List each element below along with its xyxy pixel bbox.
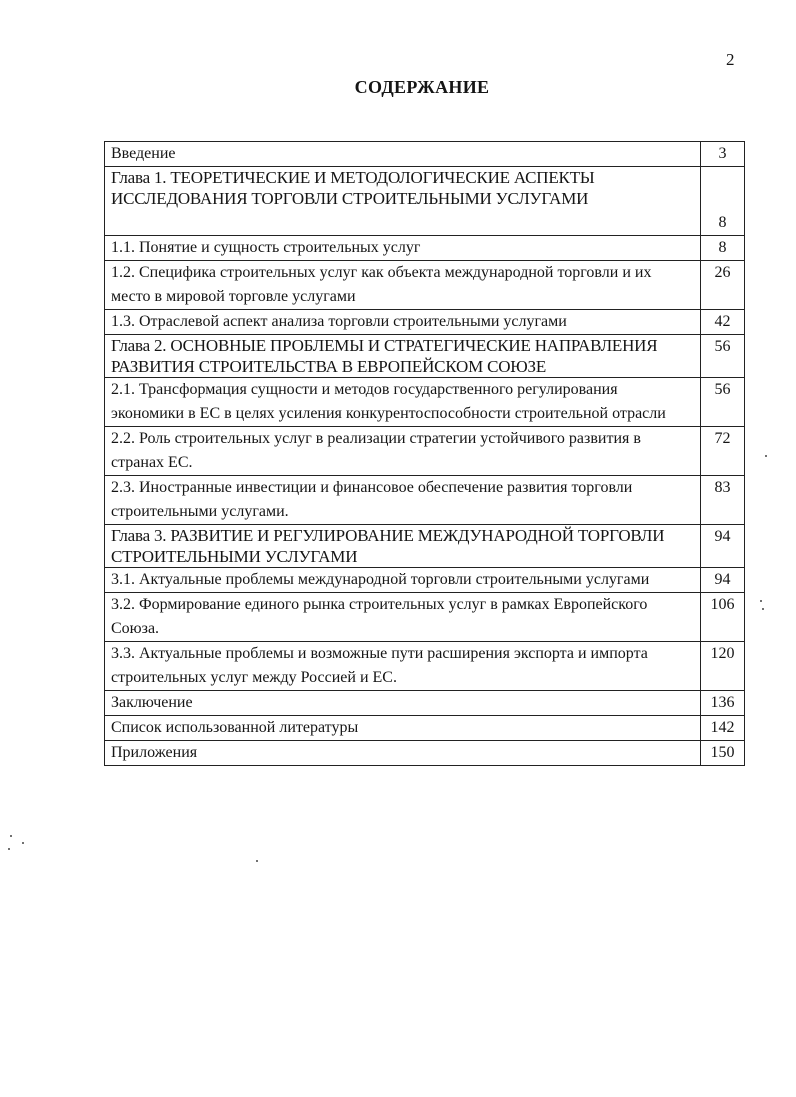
toc-entry-page: 120 [701, 642, 745, 691]
scan-speck [10, 835, 12, 837]
toc-entry-title: 3.3. Актуальные проблемы и возможные пути расширения экспорта и импорта строительных услуг между Россией и ЕС. [105, 642, 701, 691]
scan-speck [8, 848, 10, 850]
toc-entry-page: 3 [701, 142, 745, 167]
scan-speck [762, 608, 764, 610]
toc-row-2-1 [105, 378, 745, 427]
toc-row-chapter-3 [105, 525, 745, 568]
toc-entry-page: 136 [701, 691, 745, 716]
toc-entry-title: Глава 3. РАЗВИТИЕ И РЕГУЛИРОВАНИЕ МЕЖДУНАРОДНОЙ ТОРГОВЛИ СТРОИТЕЛЬНЫМИ УСЛУГАМИ [105, 525, 701, 568]
toc-entry-page: 56 [701, 335, 745, 378]
toc-row-3-1 [105, 568, 745, 593]
toc-row-2-2 [105, 427, 745, 476]
toc-entry-title: 1.3. Отраслевой аспект анализа торговли строительными услугами [105, 310, 701, 335]
toc-entry-page: 8 [701, 167, 745, 236]
toc-row-1-3 [105, 310, 745, 335]
toc-row-chapter-2 [105, 335, 745, 378]
toc-entry-page: 72 [701, 427, 745, 476]
scan-speck [22, 842, 24, 844]
toc-entry-page: 8 [701, 236, 745, 261]
toc-entry-title: Глава 1. ТЕОРЕТИЧЕСКИЕ И МЕТОДОЛОГИЧЕСКИЕ АСПЕКТЫ ИССЛЕДОВАНИЯ ТОРГОВЛИ СТРОИТЕЛЬНЫМИ УСЛУГАМИ [105, 167, 701, 236]
toc-entry-page: 150 [701, 741, 745, 766]
toc-entry-page: 56 [701, 378, 745, 427]
table-of-contents [104, 141, 745, 766]
toc-entry-page: 26 [701, 261, 745, 310]
toc-row-3-3 [105, 642, 745, 691]
toc-row-chapter-1 [105, 167, 745, 236]
toc-row-introduction [105, 142, 745, 167]
toc-entry-title: 2.1. Трансформация сущности и методов государственного регулирования экономики в ЕС в целях усиления конкурентоспособности строительной отрасли [105, 378, 701, 427]
scan-speck [765, 455, 767, 457]
toc-row-1-1 [105, 236, 745, 261]
toc-row-2-3 [105, 476, 745, 525]
scan-speck [256, 860, 258, 862]
toc-entry-page: 83 [701, 476, 745, 525]
toc-entry-page: 94 [701, 525, 745, 568]
toc-entry-title: 3.2. Формирование единого рынка строительных услуг в рамках Европейского Союза. [105, 593, 701, 642]
toc-entry-page: 142 [701, 716, 745, 741]
toc-entry-page: 106 [701, 593, 745, 642]
toc-row-bibliography [105, 716, 745, 741]
toc-entry-title: Приложения [105, 741, 701, 766]
toc-entry-page: 42 [701, 310, 745, 335]
toc-entry-title: 1.2. Специфика строительных услуг как объекта международной торговли и их место в мировой торговле услугами [105, 261, 701, 310]
toc-entry-title: Заключение [105, 691, 701, 716]
toc-entry-title: Глава 2. ОСНОВНЫЕ ПРОБЛЕМЫ И СТРАТЕГИЧЕСКИЕ НАПРАВЛЕНИЯ РАЗВИТИЯ СТРОИТЕЛЬСТВА В ЕВРОПЕЙСКОМ СОЮЗЕ [105, 335, 701, 378]
page-title: СОДЕРЖАНИЕ [354, 77, 490, 97]
toc-entry-title: 2.2. Роль строительных услуг в реализации стратегии устойчивого развития в странах ЕС. [105, 427, 701, 476]
toc-row-1-2 [105, 261, 745, 310]
toc-row-appendices [105, 741, 745, 766]
toc-row-conclusion [105, 691, 745, 716]
page-number: 2 [726, 50, 735, 69]
toc-entry-title: 1.1. Понятие и сущность строительных услуг [105, 236, 701, 261]
toc-entry-page: 94 [701, 568, 745, 593]
scan-speck [760, 600, 762, 602]
toc-entry-title: 2.3. Иностранные инвестиции и финансовое обеспечение развития торговли строительными услугами. [105, 476, 701, 525]
toc-row-3-2 [105, 593, 745, 642]
toc-entry-title: Список использованной литературы [105, 716, 701, 741]
toc-entry-title: Введение [105, 142, 701, 167]
toc-entry-title: 3.1. Актуальные проблемы международной торговли строительными услугами [105, 568, 701, 593]
